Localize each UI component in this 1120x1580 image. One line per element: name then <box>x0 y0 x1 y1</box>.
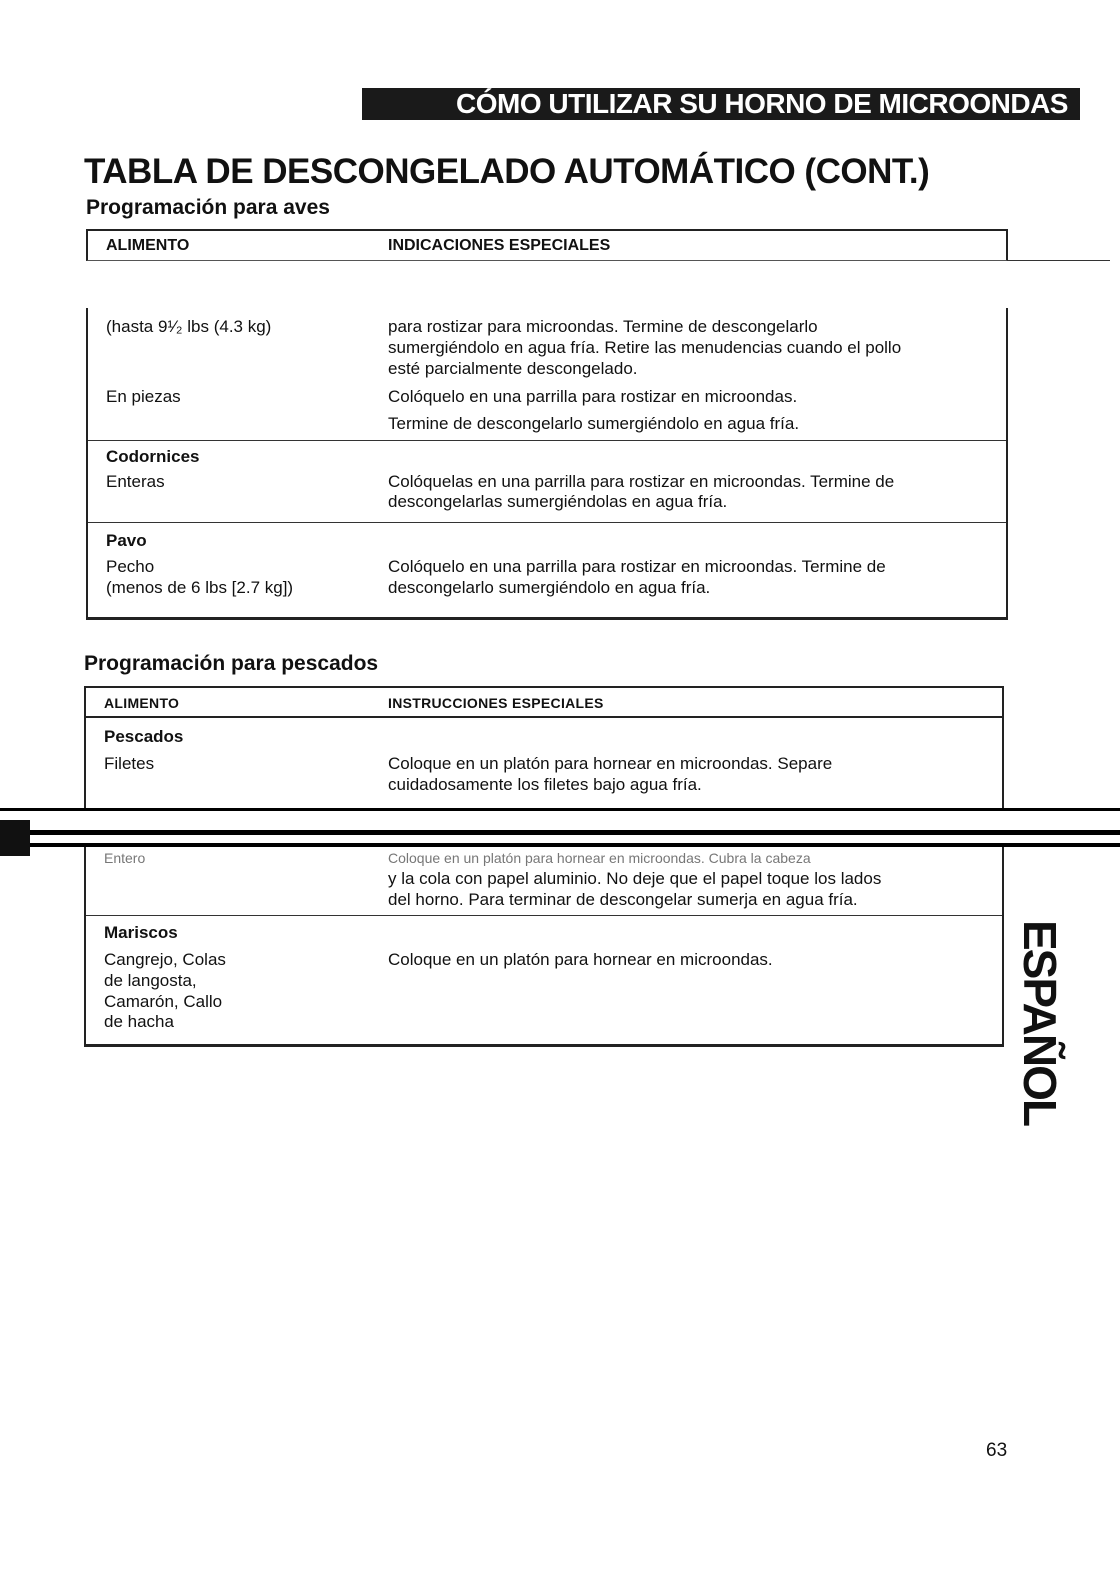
pollo-entero-line-2: sumergiéndolo en agua fría. Retire las menudencias cuando el pollo <box>388 338 902 357</box>
aves-col-alimento: ALIMENTO <box>106 237 190 254</box>
filetes-food: Filetes <box>104 754 155 773</box>
codornices-food: Enteras <box>106 472 165 491</box>
pescados-table-header <box>84 686 1004 718</box>
aves-subtitle: Programación para aves <box>86 196 330 219</box>
pollo-piezas-line-1: Colóquelo en una parrilla para rostizar en microondas. <box>388 387 798 406</box>
mariscos-food-line-2: de langosta, <box>104 971 197 990</box>
entero-line-1: Coloque en un platón para hornear en microondas. Cubra la cabeza <box>388 850 811 866</box>
header-extension-rule <box>1008 260 1110 261</box>
codornices-line-2: descongelarlas sumergiéndolas en agua fría. <box>388 492 728 511</box>
aves-table <box>86 308 1008 620</box>
entero-line-2: y la cola con papel aluminio. No deje que el papel toque los lados <box>388 869 882 888</box>
pavo-line-1: Colóquelo en una parrilla para rostizar en microondas. Termine de <box>388 557 886 576</box>
section-banner: CÓMO UTILIZAR SU HORNO DE MICROONDAS <box>362 88 1080 120</box>
pollo-entero-food: (hasta 9¹⁄₂ lbs (4.3 kg) <box>106 317 272 336</box>
pavo-line-2: descongelarlo sumergiéndolo en agua fría. <box>388 578 711 597</box>
mariscos-food-line-3: Camarón, Callo <box>104 992 223 1011</box>
mariscos-food-line-4: de hacha <box>104 1012 174 1031</box>
row-divider <box>86 915 1002 916</box>
pescados-col-instrucciones: INSTRUCCIONES ESPECIALES <box>388 695 604 711</box>
pollo-entero-line-1: para rostizar para microondas. Termine de descongelarlo <box>388 317 818 336</box>
codornices-group: Codornices <box>106 447 200 466</box>
pavo-group: Pavo <box>106 531 147 550</box>
pescados-group: Pescados <box>104 727 184 746</box>
pavo-food-line-2: (menos de 6 lbs [2.7 kg]) <box>106 578 294 597</box>
scan-fold-mark <box>0 820 30 856</box>
pollo-piezas-line-2: Termine de descongelarlo sumergiéndolo en agua fría. <box>388 414 800 433</box>
entero-line-3: del horno. Para terminar de descongelar sumerja en agua fría. <box>388 890 858 909</box>
pavo-food-line-1: Pecho <box>106 557 155 576</box>
aves-col-indicaciones: INDICACIONES ESPECIALES <box>388 237 611 254</box>
mariscos-food-line-1: Cangrejo, Colas <box>104 950 226 969</box>
pollo-entero-line-3: esté parcialmente descongelado. <box>388 359 638 378</box>
filetes-line-2: cuidadosamente los filetes bajo agua fría. <box>388 775 702 794</box>
row-divider <box>88 440 1006 441</box>
entero-food: Entero <box>104 850 146 866</box>
page-title: TABLA DE DESCONGELADO AUTOMÁTICO (CONT.) <box>84 152 930 191</box>
row-divider <box>88 522 1006 523</box>
pescados-subtitle: Programación para pescados <box>84 652 379 675</box>
mariscos-group: Mariscos <box>104 923 178 942</box>
mariscos-text: Coloque en un platón para hornear en microondas. <box>388 950 773 969</box>
pescados-table-bottom <box>84 847 1004 1047</box>
scan-fold-line <box>0 830 1120 835</box>
filetes-line-1: Coloque en un platón para hornear en microondas. Separe <box>388 754 833 773</box>
language-side-label: ESPAÑOL <box>1014 920 1066 1125</box>
codornices-line-1: Colóquelas en una parrilla para rostizar en microondas. Termine de <box>388 472 895 491</box>
pollo-piezas-food: En piezas <box>106 387 181 406</box>
scan-fold-line <box>0 808 1120 811</box>
page-number: 63 <box>986 1440 1008 1461</box>
aves-table-header <box>86 229 1008 261</box>
pescados-col-alimento: ALIMENTO <box>104 695 180 711</box>
pescados-table-top <box>84 718 1004 808</box>
